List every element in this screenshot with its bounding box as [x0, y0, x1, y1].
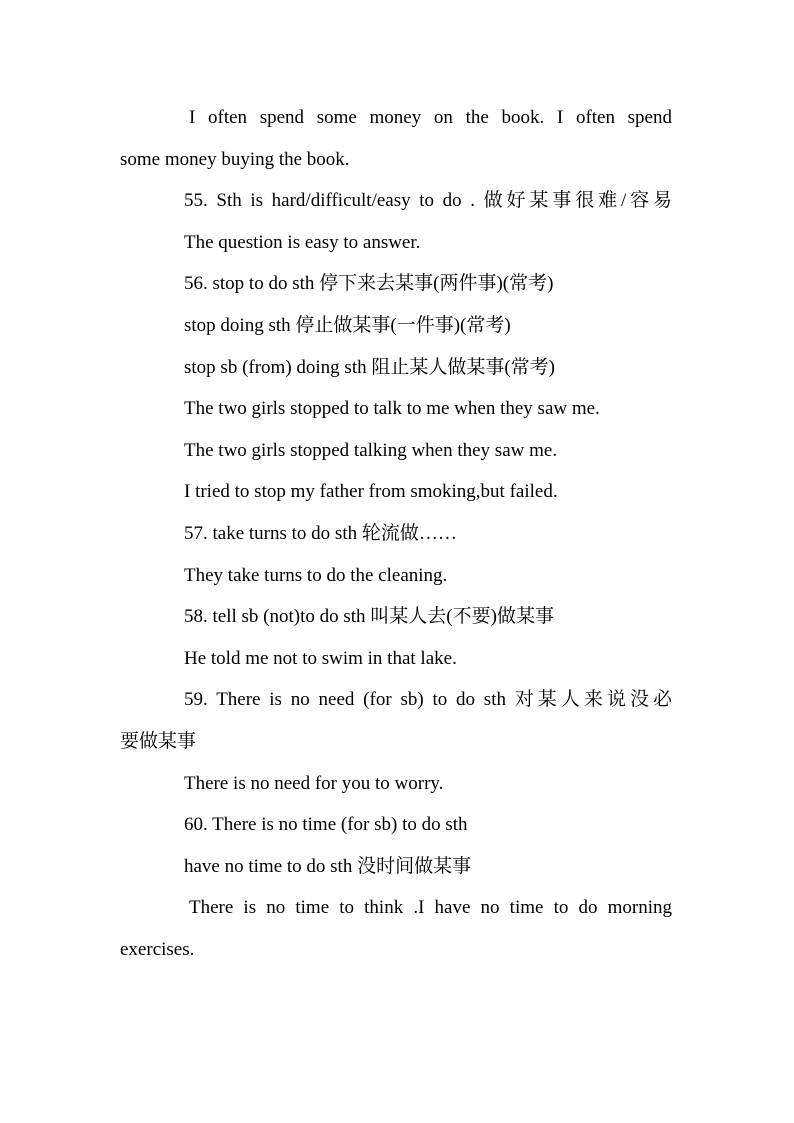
- text-line-15: 59. There is no need (for sb) to do sth 对某人来说没必: [184, 689, 672, 711]
- text-line-21: exercises.: [120, 938, 195, 960]
- text-line-3: 55. Sth is hard/difficult/easy to do . 做好某事很难/容易: [184, 190, 672, 212]
- text-line-1: I often spend some money on the book. I often spend: [189, 107, 672, 128]
- text-line-14: He told me not to swim in that lake.: [184, 647, 457, 669]
- text-line-4: The question is easy to answer.: [184, 231, 421, 253]
- text-line-5: 56. stop to do sth 停下来去某事(两件事)(常考): [184, 273, 554, 295]
- text-line-2: some money buying the book.: [120, 148, 350, 170]
- text-line-7: stop sb (from) doing sth 阻止某人做某事(常考): [184, 356, 556, 378]
- text-line-9: The two girls stopped talking when they saw me.: [184, 439, 558, 461]
- text-line-16: 要做某事: [120, 730, 197, 752]
- text-line-19: have no time to do sth 没时间做某事: [184, 855, 472, 877]
- text-line-12: They take turns to do the cleaning.: [184, 564, 448, 586]
- text-line-10: I tried to stop my father from smoking,but failed.: [184, 481, 558, 503]
- text-line-11: 57. take turns to do sth 轮流做……: [184, 522, 457, 544]
- text-line-6: stop doing sth 停止做某事(一件事)(常考): [184, 314, 511, 336]
- document-body: [120, 97, 672, 970]
- text-line-20: There is no time to think .I have no time to do morning: [189, 897, 672, 919]
- text-line-8: The two girls stopped to talk to me when they saw me.: [184, 398, 600, 420]
- text-line-13: 58. tell sb (not)to do sth 叫某人去(不要)做某事: [184, 606, 554, 628]
- text-line-18: 60. There is no time (for sb) to do sth: [184, 814, 468, 836]
- text-line-17: There is no need for you to worry.: [184, 772, 444, 794]
